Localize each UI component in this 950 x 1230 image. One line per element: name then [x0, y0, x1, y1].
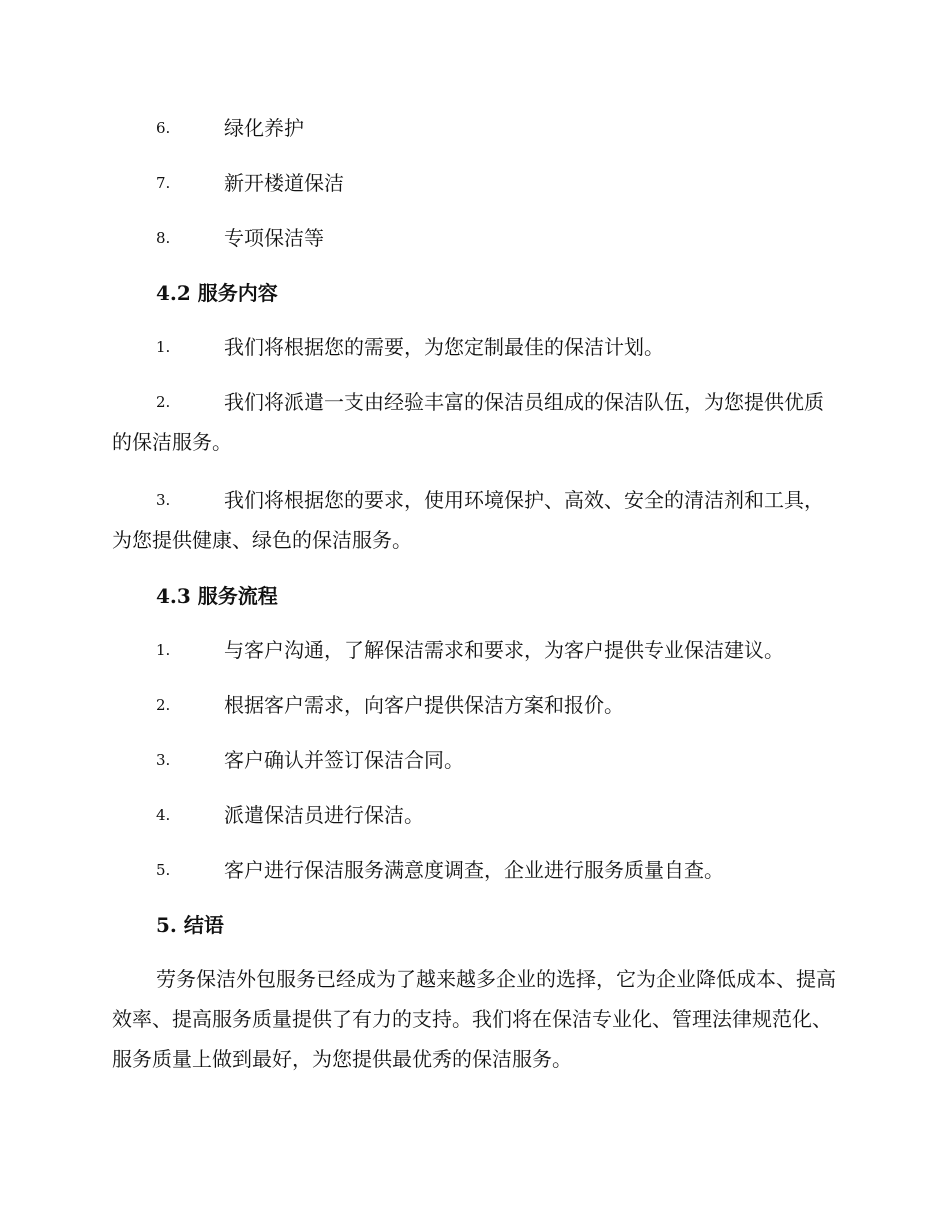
list-number: 7. [156, 174, 171, 192]
list-text: 根据客户需求，向客户提供保洁方案和报价。 [224, 693, 624, 717]
section-heading-4-3: 4.3 服务流程 [156, 584, 278, 608]
list-text: 客户进行保洁服务满意度调查，企业进行服务质量自查。 [224, 858, 724, 882]
list-number: 2. [156, 393, 171, 411]
list-item [112, 163, 836, 203]
list-text: 派遣保洁员进行保洁。 [224, 803, 424, 827]
list-item [112, 850, 836, 890]
list-item [112, 218, 836, 258]
list-text: 我们将派遣一支由经验丰富的保洁员组成的保洁队伍，为您提供优质的保洁服务。 [112, 390, 824, 454]
list-item [112, 685, 836, 725]
list-text: 新开楼道保洁 [224, 171, 344, 195]
list-number: 4. [156, 806, 171, 824]
list-number: 5. [156, 861, 171, 879]
list-number: 3. [156, 751, 171, 769]
list-text: 绿化养护 [224, 116, 304, 140]
list-text: 我们将根据您的需要，为您定制最佳的保洁计划。 [224, 335, 664, 359]
list-item [112, 630, 836, 670]
list-text: 与客户沟通，了解保洁需求和要求，为客户提供专业保洁建议。 [224, 638, 784, 662]
list-item [112, 108, 836, 148]
list-item [112, 382, 836, 462]
list-item [112, 327, 836, 367]
section-heading-5: 5. 结语 [156, 913, 224, 937]
list-number: 3. [156, 491, 171, 509]
list-number: 2. [156, 696, 171, 714]
list-item [112, 480, 836, 560]
list-item [112, 795, 836, 835]
list-number: 1. [156, 338, 171, 356]
conclusion-paragraph: 劳务保洁外包服务已经成为了越来越多企业的选择，它为企业降低成本、提高效率、提高服务质量提供了有力的支持。我们将在保洁专业化、管理法律规范化、服务质量上做到最好，为您提供最优秀的保洁服务。 [112, 967, 836, 1071]
list-number: 1. [156, 641, 171, 659]
list-text: 客户确认并签订保洁合同。 [224, 748, 464, 772]
list-item [112, 740, 836, 780]
list-text: 专项保洁等 [224, 226, 324, 250]
list-number: 6. [156, 119, 171, 137]
list-number: 8. [156, 229, 171, 247]
section-heading-4-2: 4.2 服务内容 [156, 281, 278, 305]
list-text: 我们将根据您的要求，使用环境保护、高效、安全的清洁剂和工具，为您提供健康、绿色的保洁服务。 [112, 488, 824, 552]
